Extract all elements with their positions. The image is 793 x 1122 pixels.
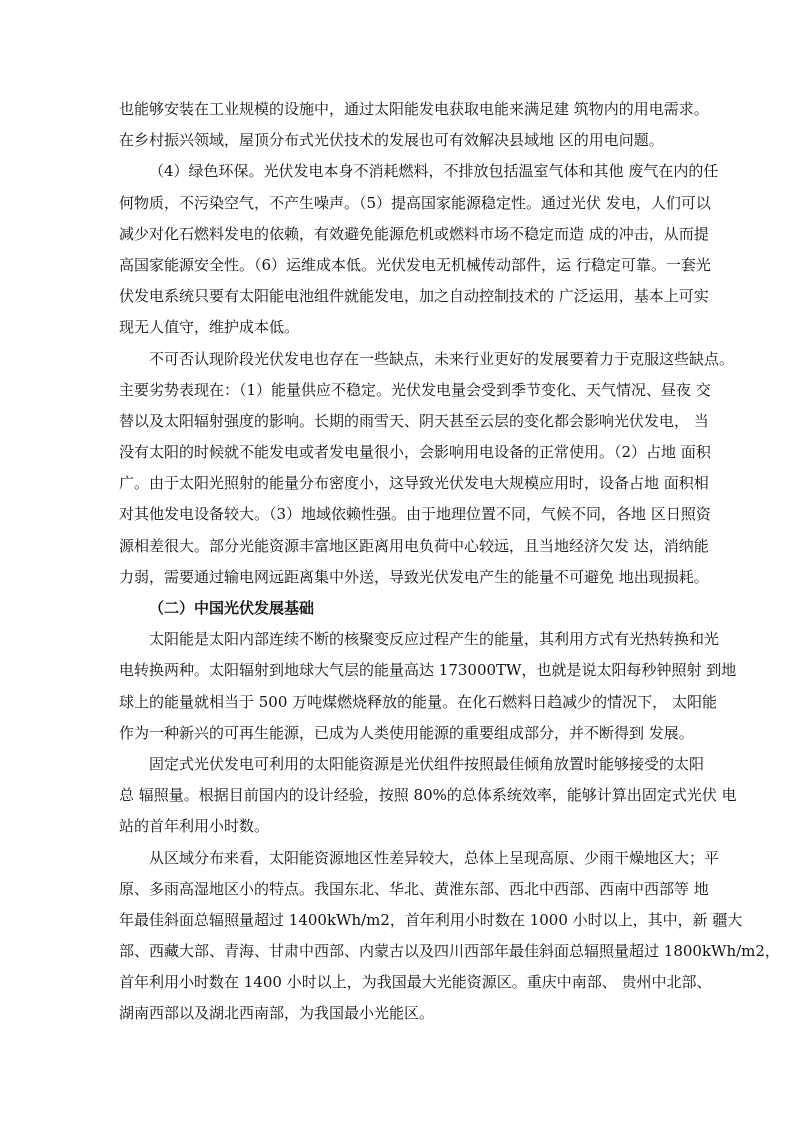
text-line: 广。由于太阳光照射的能量分布密度小，这导致光伏发电大规模应用时，设备占地 面积相 [119, 474, 709, 493]
text-line: 替以及太阳辐射强度的影响。长期的雨雪天、阴天甚至云层的变化都会影响光伏发电， 当 [119, 411, 709, 430]
paragraph [119, 344, 735, 594]
text-line: 高国家能源安全性。（6）运维成本低。光伏发电无机械传动部件，运 行稳定可靠。一套光 [119, 255, 711, 274]
paragraph [119, 749, 737, 843]
text-line: 对其他发电设备较大。（3）地域依赖性强。由于地理位置不同，气候不同，各地 区日照资 [119, 505, 711, 524]
text-line: 年最佳斜面总辐照量超过 1400kWh/m2，首年利用小时数在 1000 小时以上，其中，新 疆大 [119, 910, 743, 929]
text-line: 太阳能是太阳内部连续不断的核聚变反应过程产生的能量，其利用方式有光热转换和光 [149, 630, 720, 649]
paragraph [119, 156, 719, 343]
text-line: 作为一种新兴的可再生能源，已成为人类使用能源的重要组成部分，并不断得到 发展。 [119, 723, 694, 742]
text-line: 从区域分布来看，太阳能资源地区性差异较大，总体上呈现高原、少雨干燥地区大；平 [149, 848, 720, 867]
text-line: 何物质，不污染空气，不产生噪声。（5）提高国家能源稳定性。通过光伏 发电，人们可以 [119, 193, 711, 212]
document-body [119, 94, 780, 1030]
text-line: 力弱，需要通过输电网远距离集中外送，导致光伏发电产生的能量不可避免 地出现损耗。 [119, 567, 709, 586]
text-line: 总 辐照量。根据目前国内的设计经验，按照 80%的总体系统效率，能够计算出固定式光伏 电 [119, 786, 737, 805]
paragraph [119, 843, 780, 1030]
text-line: 没有太阳的时候就不能发电或者发电量很小，会影响用电设备的正常使用。（2）占地 面积 [119, 443, 711, 462]
text-line: 伏发电系统只要有太阳能电池组件就能发电，加之自动控制技术的 广泛运用，基本上可实 [119, 287, 709, 306]
text-line: 固定式光伏发电可利用的太阳能资源是光伏组件按照最佳倾角放置时能够接受的太阳 [149, 754, 705, 773]
text-line: 在乡村振兴领域，屋顶分布式光伏技术的发展也可有效解决县域地 区的用电问题。 [119, 131, 664, 150]
text-line: 现无人值守，维护成本低。 [119, 318, 300, 337]
text-line: 原、多雨高湿地区小的特点。我国东北、华北、黄淮东部、西北中西部、西南中西部等 地 [119, 879, 709, 898]
text-line: 站的首年利用小时数。 [119, 817, 270, 836]
text-line: 电转换两种。太阳辐射到地球大气层的能量高达 173000TW，也就是说太阳每秒钟照射 到地 [119, 661, 737, 680]
text-line: 减少对化石燃料发电的依赖，有效避免能源危机或燃料市场不稳定而造 成的冲击，从而提 [119, 224, 709, 243]
text-line: 也能够安装在工业规模的设施中，通过太阳能发电获取电能来满足建 筑物内的用电需求。 [119, 100, 709, 118]
section-heading: （二）中国光伏发展基础 [149, 599, 315, 617]
text-line: 首年利用小时数在 1400 小时以上，为我国最大光能资源区。重庆中南部、 贵州中北部、 [119, 973, 712, 992]
text-line: 源相差很大。部分光能资源丰富地区距离用电负荷中心较远，且当地经济欠发 达，消纳能 [119, 536, 709, 555]
text-line: 主要劣势表现在：（1）能量供应不稳定。光伏发电量会受到季节变化、天气情况、昼夜 交 [119, 380, 711, 399]
paragraph [119, 94, 709, 156]
text-line: （4）绿色环保。光伏发电本身不消耗燃料，不排放包括温室气体和其他 废气在内的任 [149, 162, 719, 181]
text-line: 不可否认现阶段光伏发电也存在一些缺点，未来行业更好的发展要着力于克服这些缺点。 [149, 349, 735, 368]
paragraph [119, 624, 737, 749]
text-line: 湖南西部以及湖北西南部，为我国最小光能区。 [119, 1004, 435, 1023]
text-line: 球上的能量就相当于 500 万吨煤燃烧释放的能量。在化石燃料日趋减少的情况下， 太阳能 [119, 692, 717, 711]
text-line: 部、西藏大部、青海、甘肃中西部、内蒙古以及四川西部年最佳斜面总辐照量超过 1800kWh/m2， [119, 942, 780, 961]
